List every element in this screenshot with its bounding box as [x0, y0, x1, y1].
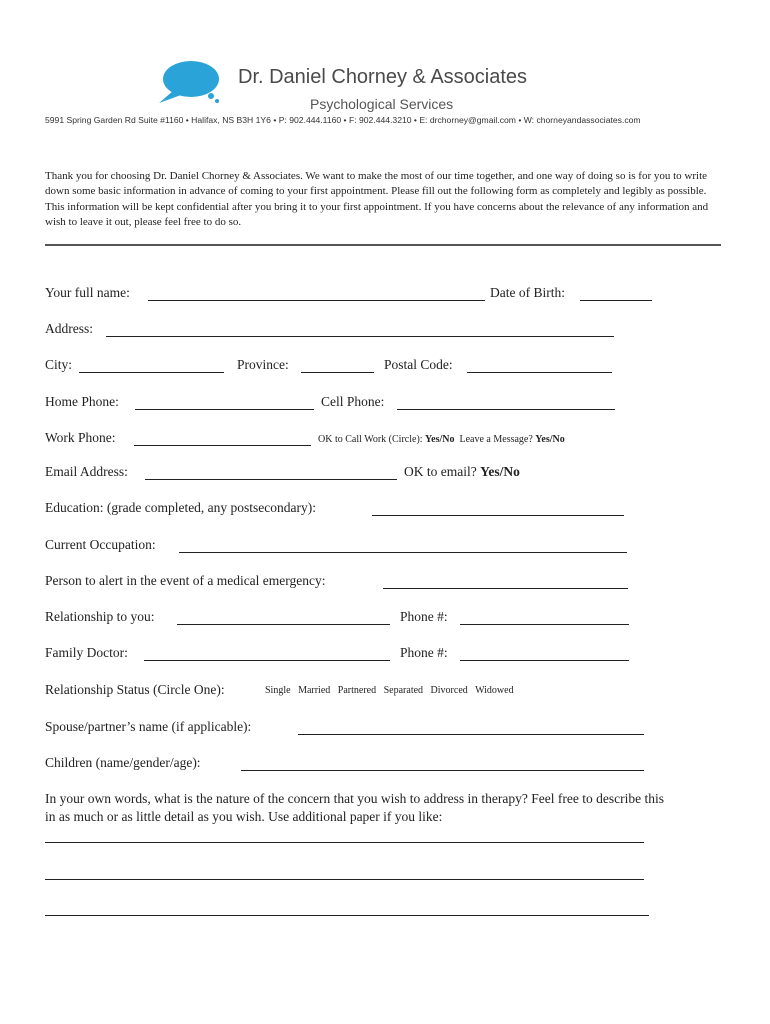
status-option-widowed[interactable]: Widowed — [475, 685, 514, 696]
emergency-contact-field[interactable] — [383, 588, 628, 589]
email-field[interactable] — [145, 479, 397, 480]
work-phone-label: Work Phone: — [45, 430, 116, 445]
work-phone-field[interactable] — [134, 445, 311, 446]
education-label: Education: (grade completed, any postsecondary): — [45, 500, 317, 515]
dob-field[interactable] — [580, 300, 652, 301]
email-label: Email Address: — [45, 464, 128, 479]
leave-message-yes-no[interactable]: Yes/No — [535, 434, 565, 445]
children-field[interactable] — [241, 770, 644, 771]
address-field[interactable] — [106, 336, 614, 337]
family-doctor-label: Family Doctor: — [45, 645, 128, 660]
postal-code-label: Postal Code: — [384, 357, 453, 372]
emergency-phone-field[interactable] — [460, 624, 629, 625]
cell-phone-label: Cell Phone: — [321, 394, 385, 409]
contact-line: 5991 Spring Garden Rd Suite #1160 • Halifax, NS B3H 1Y6 • P: 902.444.1160 • F: 902.444.3210 • E: drchorney@gmail.com • W: chorneyandassociates.com — [45, 115, 641, 125]
ok-email-yes-no[interactable]: Yes/No — [480, 464, 520, 479]
leave-message-text: Leave a Message? — [459, 434, 533, 445]
status-option-partnered[interactable]: Partnered — [337, 685, 377, 696]
education-field[interactable] — [372, 515, 624, 516]
province-field[interactable] — [301, 372, 374, 373]
cell-phone-field[interactable] — [397, 409, 615, 410]
relationship-field[interactable] — [177, 624, 390, 625]
status-option-married[interactable]: Married — [298, 685, 331, 696]
ok-email-text: OK to email? — [404, 464, 477, 479]
practice-subtitle: Psychological Services — [310, 96, 454, 112]
doctor-phone-label: Phone #: — [400, 645, 448, 660]
emergency-phone-label: Phone #: — [400, 609, 448, 624]
occupation-label: Current Occupation: — [45, 537, 156, 552]
home-phone-field[interactable] — [135, 409, 314, 410]
relationship-label: Relationship to you: — [45, 609, 155, 624]
home-phone-label: Home Phone: — [45, 394, 119, 409]
status-options — [265, 685, 514, 696]
emergency-contact-label: Person to alert in the event of a medical emergency: — [45, 573, 326, 588]
ok-call-work-text: OK to Call Work (Circle): — [318, 434, 423, 445]
children-label: Children (name/gender/age): — [45, 755, 201, 770]
concern-line-3[interactable] — [45, 915, 649, 916]
family-doctor-field[interactable] — [144, 660, 390, 661]
concern-line-2[interactable] — [45, 879, 644, 880]
spouse-field[interactable] — [298, 734, 644, 735]
concern-prompt: In your own words, what is the nature of the concern that you wish to address in therapy? Feel free to describe this in as much or as little detail as you wish. Use additional paper if you like: — [45, 791, 664, 824]
concern-line-1[interactable] — [45, 842, 644, 843]
dob-label: Date of Birth: — [490, 285, 565, 300]
ok-call-work-label — [318, 434, 565, 445]
city-field[interactable] — [79, 372, 224, 373]
status-option-divorced[interactable]: Divorced — [430, 685, 468, 696]
speech-bubble-logo-icon — [155, 58, 225, 106]
address-label: Address: — [45, 321, 93, 336]
spouse-label: Spouse/partner’s name (if applicable): — [45, 719, 252, 734]
status-option-single[interactable]: Single — [265, 685, 291, 696]
full-name-label: Your full name: — [45, 285, 130, 300]
ok-email-label — [404, 464, 520, 480]
province-label: Province: — [237, 357, 289, 372]
status-option-separated[interactable]: Separated — [383, 685, 424, 696]
practice-name: Dr. Daniel Chorney & Associates — [238, 66, 528, 88]
intro-paragraph: Thank you for choosing Dr. Daniel Chorney & Associates. We want to make the most of our time together, and one way of doing so is for you to write down some basic information in advance of coming to your first appointment. Please fill out the following form as completely and legibly as possible. This information will be kept confidential after you bring it to your first appointment. If you have concerns about the relevance of any information and wish to leave it out, please feel free to do so. — [45, 170, 709, 229]
postal-code-field[interactable] — [467, 372, 612, 373]
city-label: City: — [45, 357, 73, 372]
relationship-status-label: Relationship Status (Circle One): — [45, 682, 225, 697]
doctor-phone-field[interactable] — [460, 660, 629, 661]
divider — [45, 244, 721, 246]
full-name-field[interactable] — [148, 300, 485, 301]
occupation-field[interactable] — [179, 552, 627, 553]
ok-call-work-yes-no[interactable]: Yes/No — [425, 434, 455, 445]
